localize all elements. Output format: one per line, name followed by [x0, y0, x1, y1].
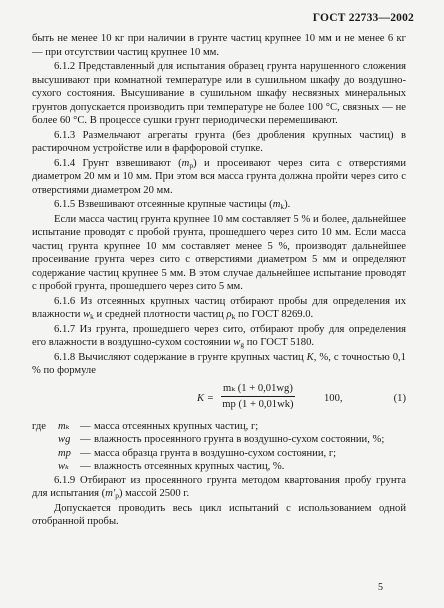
- paragraph: быть не менее 10 кг при наличии в грунте частиц крупнее 10 мм и не менее 6 кг — при отсутствии частиц крупнее 10 мм.: [32, 33, 406, 58]
- formula-legend: [32, 420, 406, 474]
- legend-row: mp — масса образца грунта в воздушно-сухом состоянии, г;: [58, 447, 337, 459]
- page-header-doc-number: ГОСТ 22733—2002: [312, 12, 414, 24]
- paragraph: 6.1.7 Из грунта, прошедшего через сито, отбирают пробу для определения его влажности в воздушно-сухом состоянии $w_g$ по ГОСТ 5180.: [32, 323, 406, 349]
- paragraph: 6.1.3 Размельчают агрегаты грунта (без дробления крупных частиц) в растирочном устройстве или в фарфоровой ступке.: [32, 129, 406, 154]
- formula-lhs: K =: [197, 392, 214, 404]
- formula-numerator: mₖ (1 + 0,01wg): [221, 382, 295, 398]
- paragraph: 6.1.5 Взвешивают отсеянные крупные частицы $(m_k)$.: [54, 199, 291, 211]
- legend-row: wₖ — влажность отсеянных крупных частиц, %.: [58, 461, 285, 472]
- formula-number: (1): [393, 392, 406, 404]
- paragraph: 6.1.8 Вычисляют содержание в грунте крупных частиц K, %, с точностью 0,1 % по формуле: [32, 351, 406, 376]
- formula-fraction: [221, 382, 295, 412]
- page-number: 5: [378, 582, 383, 593]
- formula: [32, 380, 406, 418]
- paragraph: Допускается проводить весь цикл испытаний с использованием одной отобранной пробы.: [32, 502, 406, 527]
- paragraph: Если масса частиц грунта крупнее 10 мм составляет 5 % и более, дальнейшее испытание проводят с пробой грунта, прошедшего через сито 10 мм. Если масса частиц грунта крупнее 10 мм составляет менее 5 %, производят дальнейшее просеивание грунта через сито с отверстиями диаметром 5 мм и определяют содержание частиц крупнее 5 мм. В этом случае дальнейшее испытание проводят с пробой грунта, прошедшего через сито 5 мм.: [32, 213, 406, 292]
- formula-denominator: mp (1 + 0,01wk): [222, 399, 294, 410]
- paragraph: 6.1.9 Отбирают из просеянного грунта методом квартования пробу грунта для испытания $(m'_p)$ массой 2500 г.: [32, 474, 406, 500]
- paragraph: 6.1.2 Представленный для испытания образец грунта нарушенного сложения высушивают при комнатной температуре или в сушильном шкафу до воздушно-сухого состояния. Высушивание в сушильном шкафу несвязных минеральных грунтов допускается производить при температуре не более 100 °С, связных — не более 60 °С. В процессе сушки грунт периодически перемешивают.: [32, 61, 406, 126]
- legend-row: где mₖ — масса отсеянных крупных частиц, г;: [32, 420, 259, 432]
- paragraph: 6.1.4 Грунт взвешивают $(m_p)$ и просеивают через сита с отверстиями диаметром 20 мм и 10 мм. При этом вся масса грунта должна пройти через сито с отверстиями диаметром 20 мм.: [32, 157, 407, 196]
- legend-row: wg — влажность просеянного грунта в воздушно-сухом состоянии, %;: [58, 434, 385, 445]
- document-body: [32, 32, 406, 529]
- paragraph: 6.1.6 Из отсеянных крупных частиц отбирают пробы для определения их влажности $w_k$ и средней плотности частиц $\rho_k$ по ГОСТ 8269.0.: [32, 295, 406, 321]
- formula-tail: 100,: [324, 392, 343, 404]
